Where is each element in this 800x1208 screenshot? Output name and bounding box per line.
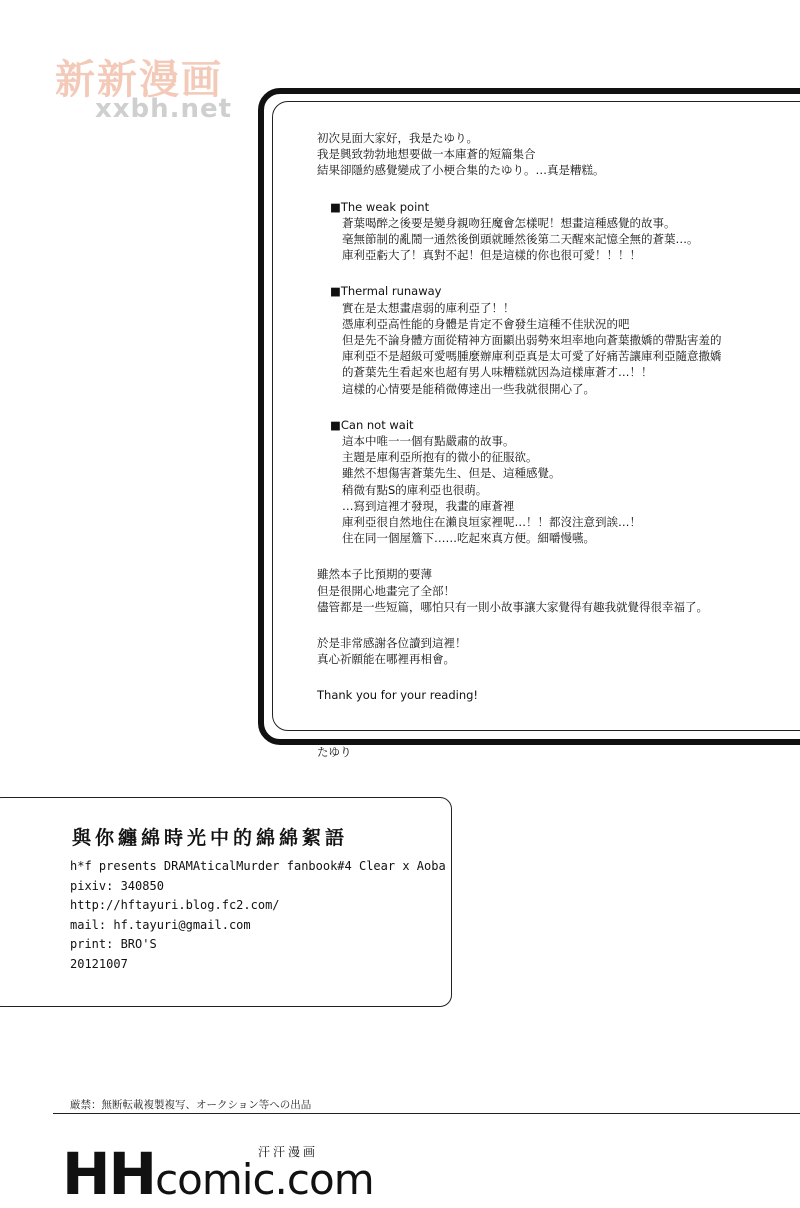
section-line: 庫利亞很自然地住在瀨良垣家裡呢…！！都沒注意到誒…！ bbox=[342, 515, 641, 530]
section-line: 雖然不想傷害蒼葉先生、但是、這種感覺。 bbox=[342, 466, 561, 481]
section-heading: ■Can not wait bbox=[330, 417, 414, 432]
intro-line: 初次見面大家好，我是たゆり。 bbox=[317, 131, 478, 145]
logo-hh: HH bbox=[62, 1140, 156, 1208]
closing-line: 雖然本子比預期的要薄 bbox=[317, 567, 432, 582]
section-heading: ■The weak point bbox=[330, 199, 430, 214]
thanks-line: Thank you for your reading! bbox=[317, 688, 479, 703]
watermark-url: xxbh.net bbox=[95, 94, 233, 124]
colophon-info bbox=[70, 857, 446, 975]
section-line: 蒼葉喝醉之後要是變身親吻狂魔會怎樣呢！想畫這種感覺的故事。 bbox=[342, 215, 676, 230]
section-line: 住在同一個屋簷下……吃起來真方便。細嚼慢嚥。 bbox=[342, 531, 595, 546]
signature: たゆり bbox=[317, 744, 352, 759]
colophon-line: mail: hf.tayuri@gmail.com bbox=[70, 917, 251, 932]
closing-line: 真心祈願能在哪裡再相會。 bbox=[317, 652, 455, 667]
footer-divider bbox=[53, 1113, 800, 1114]
intro-line: 結果卻隱約感覺變成了小梗合集的たゆり。…真是糟糕。 bbox=[317, 163, 605, 178]
closing-line: 但是很開心地畫完了全部！ bbox=[317, 583, 455, 598]
watermark-chinese: 新新漫画 bbox=[55, 57, 223, 103]
logo-chinese: 汗汗漫画 bbox=[258, 1145, 319, 1159]
book-title: 與你纏綿時光中的綿綿絮語 bbox=[72, 827, 349, 849]
section-line: 這本中唯一一個有點嚴肅的故事。 bbox=[342, 434, 515, 449]
section-line: 毫無節制的亂鬧一通然後倒頭就睡然後第二天醒來記憶全無的蒼葉…。 bbox=[342, 232, 699, 247]
colophon-line: h*f presents DRAMAticalMurder fanbook#4 Clear x Aoba bbox=[70, 859, 446, 873]
colophon-line: http://hftayuri.blog.fc2.com/ bbox=[70, 898, 280, 913]
section-line: 但是先不論身體方面從精神方面顯出弱勢來坦率地向蒼葉撒嬌的帶點害羞的 bbox=[342, 333, 722, 348]
section-heading: ■Thermal runaway bbox=[330, 284, 442, 299]
section-line: …寫到這裡才發現，我畫的庫蒼裡 bbox=[342, 498, 515, 513]
closing-line: 於是非常感謝各位讀到這裡！ bbox=[317, 636, 467, 651]
section-line: 這樣的心情要是能稍微傳達出一些我就很開心了。 bbox=[342, 381, 595, 396]
intro-line: 我是興致勃勃地想要做一本庫蒼的短篇集合 bbox=[317, 147, 536, 162]
section-line: 的蒼葉先生看起來也超有男人味糟糕就因為這樣庫蒼才…！！ bbox=[342, 365, 653, 380]
logo-domain: comic.com bbox=[155, 1155, 374, 1204]
section-line: 庫利亞虧大了！真對不起！但是這樣的你也很可愛！！！！ bbox=[342, 248, 641, 263]
hhcomic-logo bbox=[62, 1140, 374, 1208]
section-line: 庫利亞不是超級可愛嗎腫麼辦庫利亞真是太可愛了好痛苦讓庫利亞隨意撒嬌 bbox=[342, 349, 722, 364]
copyright-notice: 厳禁：無断転載複製複写、オークション等への出品 bbox=[70, 1099, 312, 1111]
colophon-line: pixiv: 340850 bbox=[70, 878, 164, 893]
closing-line: 儘管都是一些短篇，哪怕只有一則小故事讓大家覺得有趣我就覺得很幸福了。 bbox=[317, 599, 708, 614]
colophon-line: print: BRO'S bbox=[70, 937, 157, 952]
colophon-line: 20121007 bbox=[70, 956, 128, 971]
afterword-text bbox=[317, 130, 787, 760]
section-line: 稍微有點S的庫利亞也很萌。 bbox=[342, 482, 488, 497]
section-line: 憑庫利亞高性能的身體是肯定不會發生這種不佳狀況的吧 bbox=[342, 316, 630, 331]
section-line: 實在是太想畫虐弱的庫利亞了！！ bbox=[342, 300, 515, 315]
section-line: 主題是庫利亞所抱有的微小的征服欲。 bbox=[342, 450, 538, 465]
